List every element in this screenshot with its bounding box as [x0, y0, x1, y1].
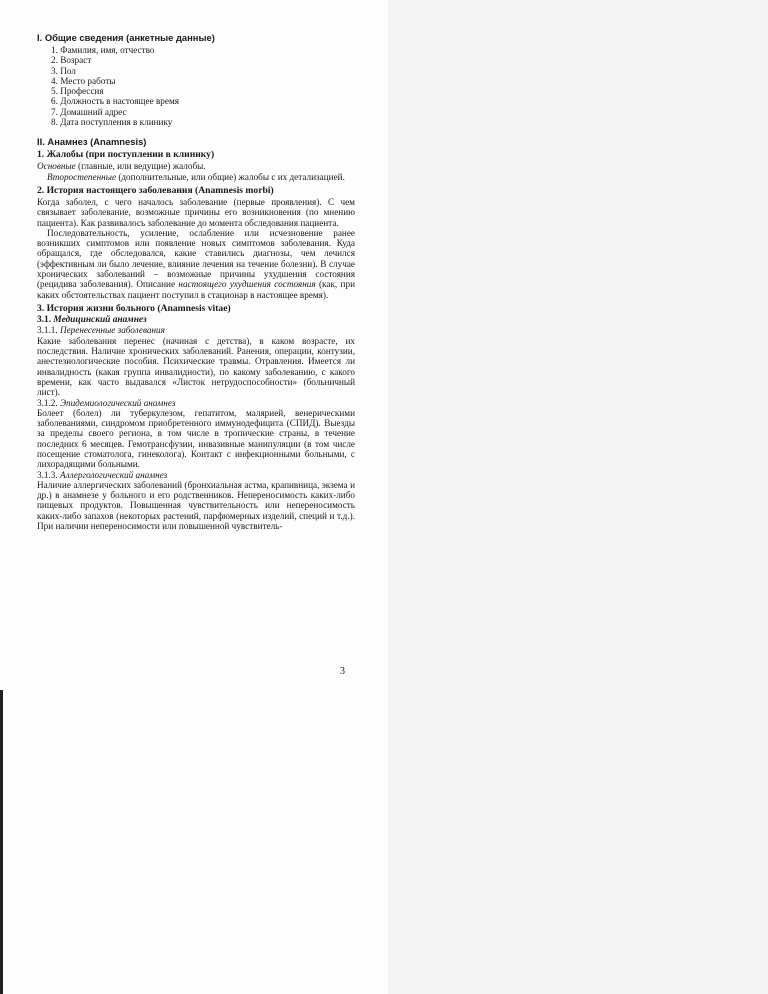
past-diseases-heading [37, 325, 355, 335]
morbi-heading: 2. История настоящего заболевания (Anamnesis morbi) [37, 184, 274, 196]
complaints-secondary-text: (дополнительные, или общие) жалобы с их детализацией. [116, 171, 345, 182]
epidemiology-heading [37, 398, 355, 408]
epidemiology-title: Эпидемиологический анамнез [59, 397, 176, 408]
page-number: 3 [340, 666, 345, 677]
blank-facing-page [388, 0, 768, 994]
past-diseases-text: Какие заболевания перенес (начиная с детства), в каком возрасте, их последствия. Наличие хронических заболеваний. Ранения, операции, контузии, анестезиологические пособия. Психические травмы. Отравления. Имеется ли инвалидность (какая группа инвалидности), по какому заболеванию, с какого времени, как часто выдавался «Листок нетрудоспособности» (больничный лист). [37, 335, 355, 398]
medical-history-title: Медицинский анамнез [53, 314, 147, 325]
list-item: 1. Фамилия, имя, отчество [51, 45, 155, 55]
list-item: 4. Место работы [51, 75, 116, 86]
past-diseases-title: Перенесенные заболевания [59, 325, 165, 336]
allergy-number: 3.1.3. [37, 469, 60, 480]
list-item: 5. Профессия [51, 86, 104, 97]
epidemiology-number: 3.1.2. [37, 397, 60, 408]
morbi-paragraph-2-text-b: (как, при каких обстоятельствах пациент поступил в стационар в настоящее время). [37, 279, 355, 300]
morbi-paragraph-2-text-a: Последовательность, усиление, ослабление или исчезновение ранее возникших симптомов или появление новых симптомов заболевания. Куда обращался, где обследовался, какие ставились диагнозы, чем лечился (эффективным ли было лечение, влияние лечения на течение болезни). В случае хронических заболеваний – возможные причины ухудшения состояния (рецидива заболевания). Описание [37, 227, 355, 290]
general-info-list [37, 45, 355, 127]
complaints-secondary [37, 172, 355, 182]
medical-history-number: 3.1. [37, 314, 54, 325]
list-item: 7. Домашний адрес [51, 106, 127, 117]
list-item: 6. Должность в настоящее время [51, 96, 180, 107]
vitae-heading: 3. История жизни больного (Anamnesis vitae) [37, 302, 231, 314]
page-content [37, 32, 355, 531]
list-item: 3. Пол [51, 65, 76, 76]
complaints-main-text: (главные, или ведущие) жалобы. [75, 161, 206, 172]
allergy-title: Аллергологический анамнез [59, 469, 168, 480]
scan-edge-shadow [0, 690, 3, 994]
epidemiology-text: Болеет (болел) ли туберкулезом, гепатитом, малярией, венерическими заболеваниями, синдромом приобретенного иммунодефицита (СПИД). Выезды за пределы своего региона, в том числе в тропические страны, в течение последних 6 месяцев. Гемотрансфузии, инвазивные манипуляции (в том числе посещение стоматолога, гинеколога). Контакт с инфекционными больными, с лихорадящими больными. [37, 407, 355, 470]
complaints-heading: 1. Жалобы (при поступлении в клинику) [37, 149, 215, 161]
morbi-paragraph-1: Когда заболел, с чего началось заболевание (первые проявления). С чем связывает заболевание, возможные причины его возникновения (по мнению пациента). Как развивалось заболевание до момента обследования пациента. [37, 196, 355, 228]
section-2-heading: II. Анамнез (Anamnesis) [37, 136, 147, 148]
allergy-text: Наличие аллергических заболеваний (бронхиальная астма, крапивница, экзема и др.) в анамнезе у больного и его родственников. Непереносимость каких-либо пищевых продуктов. Повышенная чувствительность или непереносимость каких-либо запахов (некоторых растений, парфюмерных изделий, специй и т.д.). При наличии непереносимости или повышенной чувствитель- [37, 479, 355, 532]
allergy-heading [37, 470, 355, 480]
list-item: 2. Возраст [51, 55, 92, 66]
complaints-secondary-label: Второстепенные [47, 171, 117, 182]
past-diseases-number: 3.1.1. [37, 325, 60, 336]
complaints-main-label: Основные [37, 161, 76, 172]
section-1-heading: I. Общие сведения (анкетные данные) [37, 32, 215, 43]
list-item: 8. Дата поступления в клинику [51, 117, 173, 128]
medical-history-heading [37, 315, 355, 326]
morbi-paragraph-2 [37, 228, 355, 300]
complaints-main [37, 161, 355, 171]
morbi-paragraph-2-emphasis: настоящего ухудшения состояния [178, 279, 316, 290]
